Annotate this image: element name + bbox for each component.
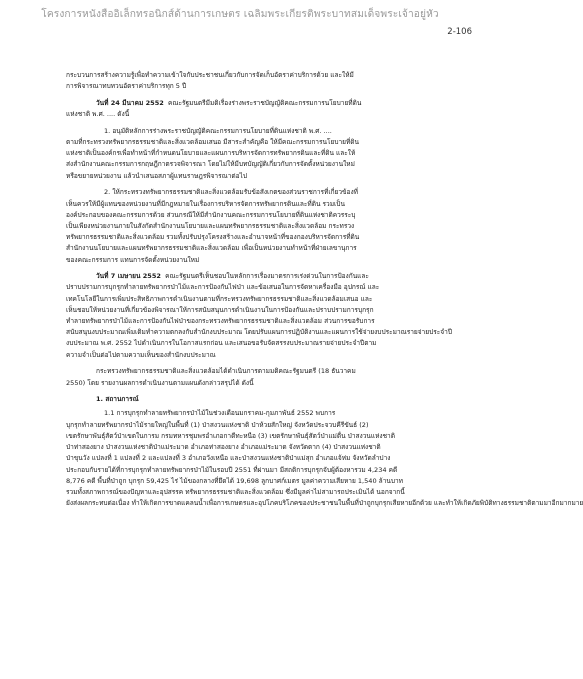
text-line: เทคโนโลยีในการเพิ่มประสิทธิภาพการดำเนินงานตามที่กระทรวงทรัพยากรธรรมชาติและสิ่งแวดล้อมเสนอ และ xyxy=(66,294,373,303)
text-line: ปราบปรามการบุกรุกทำลายทรัพยากรป่าไม้และการป้องกันไฟป่า และข้อเสนอในการจัดหาเครื่องมือ อุปกรณ์ และ xyxy=(66,283,380,292)
page-number: 2-106 xyxy=(447,27,472,37)
text-line: เห็นควรให้มีผู้แทนของหน่วยงานที่มีกฎหมายในเรื่องการบริหารจัดการทรัพยากรดินและที่ดิน รวมเป็น xyxy=(66,199,345,208)
text-line: สำนักงานนโยบายและแผนทรัพยากรธรรมชาติและสิ่งแวดล้อม เพื่อเป็นหน่วยงานทำหน้าที่ฝ่ายเลขานุการ xyxy=(66,244,357,253)
text-line: รวมทั้งสภาพการณ์ของปัญหาและอุปสรรค ทรัพยากรธรรมชาติและสิ่งแวดล้อม ซึ่งมีมูลค่าไม่สามารถประเมินได้ นอกจากนี้ xyxy=(66,487,405,496)
document-body xyxy=(66,70,583,515)
text-line: กระทรวงทรัพยากรธรรมชาติและสิ่งแวดล้อมได้ดำเนินการตามมติคณะรัฐมนตรี (18 ธันวาคม xyxy=(96,367,356,376)
text-line: เขตรักษาพันธุ์สัตว์ป่าเขตในการม กรมทหารชุมพรอำเภอกาดีทะหนือ (3) เขตรักษาพันธุ์สัตว์ป่าแม่ตื่น ป่าสงวนแห่งชาติ xyxy=(66,431,395,440)
paragraph-march-24 xyxy=(66,98,424,120)
paragraph-april-7 xyxy=(66,271,452,361)
paragraph-situation xyxy=(66,408,583,509)
text-line: 1.1 การบุกรุกทำลายทรัพยากรป่าไม้ในช่วงเดือนมกราคม-กุมภาพันธ์ 2552 พบการ xyxy=(104,409,336,418)
text-line: ตามที่กระทรวงทรัพยากรธรรมชาติและสิ่งแวดล้อมเสนอ มีสาระสำคัญคือ ให้มีคณะกรรมการนโยบายที่ดิน xyxy=(66,138,360,147)
text-line xyxy=(66,98,424,109)
text-line: 1. อนุมัติหลักการร่างพระราชบัญญัติคณะกรรมการนโยบายที่ดินแห่งชาติ พ.ศ. .... xyxy=(104,126,332,135)
document-header: โครงการหนังสืออิเล็กทรอนิกส์ด้านการเกษตร เฉลิมพระเกียรติพระบาทสมเด็จพระเจ้าอยู่หัว xyxy=(41,9,439,20)
text-line: ประกอบกับรายได้ที่การบุกรุกทำลายทรัพยากรป่าไม้ในรอบปี 2551 ที่ผ่านมา มีสถติการบุกรุกจับผู้ต้องหารวม 4,234 คดี xyxy=(66,465,398,474)
text-line: ทรัพยากรธรรมชาติและสิ่งแวดล้อม รวมทั้งปรับปรุงโครงสร้างและอำนาจหน้าที่ของกองบริหารจัดการที่ดิน xyxy=(66,233,360,242)
paragraph-ministry-report xyxy=(66,366,424,388)
text-line: งบประมาณ พ.ศ. 2552 ไปดำเนินการในโอกาสแรกก่อน และเสนอขอรับจัดสรรงบประมาณรายจ่ายประจำปีตาม xyxy=(66,339,377,348)
text-line: 8,776 คดี พื้นที่ป่าถูก บุกรุก 59,425 ไร่ ไม้ของกลางที่ยึดได้ 19,698 ลูกบาศก์เมตร มูลค่าความเสียหาย 1,540 ล้านบาท xyxy=(66,476,403,485)
text-line: 2550) โดย รายงานผลการดำเนินงานตามแผนดังกล่าวสรุปได้ ดังนี้ xyxy=(66,378,254,387)
text-line: การพิจารณาทบทวนอัตราค่าบริการทุก 5 ปี xyxy=(66,82,187,91)
text-line: องค์ประกอบของคณะกรรมการด้วย ส่วนกรณีให้มีสำนักงานคณะกรรมการนโยบายที่ดินแห่งชาติควรระบุ xyxy=(66,210,356,219)
text-line: ป่าขุนวัง แปลงที่ 1 แปลงที่ 2 และแปลงที่ 3 อำเภอวังเหนือ และป่าสงวนแห่งชาติป่าแม่สุก อำเภอแจ้ห่ม จังหวัดลำปาง xyxy=(66,454,391,463)
text-line: แห่งชาติ พ.ศ. .... ดังนี้ xyxy=(66,110,130,119)
text-fragment: คณะรัฐมนตรีเห็นชอบในหลักการเรื่องมาตรการเร่งด่วนในการป้องกันและ xyxy=(165,272,369,281)
paragraph-item-2 xyxy=(66,187,424,265)
text-line: ยังส่งผลกระทบต่อเนื่อง ทำให้เกิดการขาดแคลนน้ำเพื่อการเกษตรและอุปโภคบริโภคของประชาชนในพื้นที่ป่าถูกบุกรุกเสียหายอีกด้วย และทำให้เกิดภัยพิบัติทางธรรมชาติตามมาอีกมากมาย xyxy=(66,499,583,508)
text-line: กระบวนการสร้างความรู้เพื่อทำความเข้าใจกับประชาชนเกี่ยวกับการจัดเก็บอัตราค่าบริการด้วย และให้มี xyxy=(66,71,354,79)
text-line: 2. ให้กระทรวงทรัพยากรธรรมชาติและสิ่งแวดล้อมรับข้อสังเกตของส่วนราชการที่เกี่ยวข้องที่ xyxy=(104,188,358,197)
paragraph-item-1 xyxy=(66,126,424,182)
text-line: ความจำเป็นต่อไปตามความเห็นของสำนักงบประมาณ xyxy=(66,350,216,359)
date-label: วันที่ 7 เมษายน 2552 xyxy=(96,272,161,281)
text-line: บุกรุกทำลายทรัพยากรป่าไม้รายใหญ่ในพื้นที่ (1) ป่าสงวนแห่งชาติ ป่าห้วยสักใหญ่ จังหวัดประจวบคีรีขันธ์ (2) xyxy=(66,420,369,429)
text-line: เป็นเพียงหน่วยงานภายในสังกัดสำนักงานนโยบายและแผนทรัพยากรธรรมชาติและสิ่งแวดล้อม กระทรวง xyxy=(66,221,355,230)
text-line: หรือขยายหน่วยงาน แล้วนำเสนอสภาผู้แทนราษฎรพิจารณาต่อไป xyxy=(66,171,248,180)
text-line: สนับสนุนงบประมาณเพิ่มเติมทำความตกลงกับสำนักงบประมาณ โดยปรับแผนการปฏิบัติงานและแผนการใช้จ่ายงบประมาณรายจ่ายประจำปี xyxy=(66,328,452,337)
text-line xyxy=(66,271,424,282)
text-line: ทำลายทรัพยากรป่าไม้และการป้องกันไฟป่าของกระทรวงทรัพยากรธรรมชาติและสิ่งแวดล้อม ส่วนการขอรับการ xyxy=(66,317,375,326)
section-heading: 1. สถานการณ์ xyxy=(96,395,139,404)
text-line: ส่งสำนักงานคณะกรรมการกฤษฎีกาตรวจพิจารณา โดยไม่ให้มีบทบัญญัติเกี่ยวกับการจัดตั้งหน่วยงานใหม่ xyxy=(66,160,355,169)
paragraph-intro xyxy=(66,70,424,92)
date-label: วันที่ 24 มีนาคม 2552 xyxy=(96,98,164,107)
text-fragment: คณะรัฐมนตรีมีมติเรื่องร่างพระราชบัญญัติคณะกรรมการนโยบายที่ดิน xyxy=(167,98,362,107)
text-line: แห่งชาติเป็นองค์กรเพื่อทำหน้าที่กำหนดนโยบายและแผนการบริหารจัดการทรัพยากรดินและที่ดิน และให้ xyxy=(66,149,356,158)
text-line: เห็นชอบให้หน่วยงานที่เกี่ยวข้องพิจารณาให้การสนับสนุนการดำเนินงานในการป้องกันและปราบปรามการบุกรุก xyxy=(66,305,374,314)
text-line: ป่าท่าสองยาง ป่าสงวนแห่งชาติป่าแม่ระมาด อำเภอท่าสองยาง อำเภอแม่ระมาด จังหวัดตาก (4) ป่าสงวนแห่งชาติ xyxy=(66,443,381,452)
text-line: ของคณะกรรมการ แทนการจัดตั้งหน่วยงานใหม่ xyxy=(66,255,200,264)
